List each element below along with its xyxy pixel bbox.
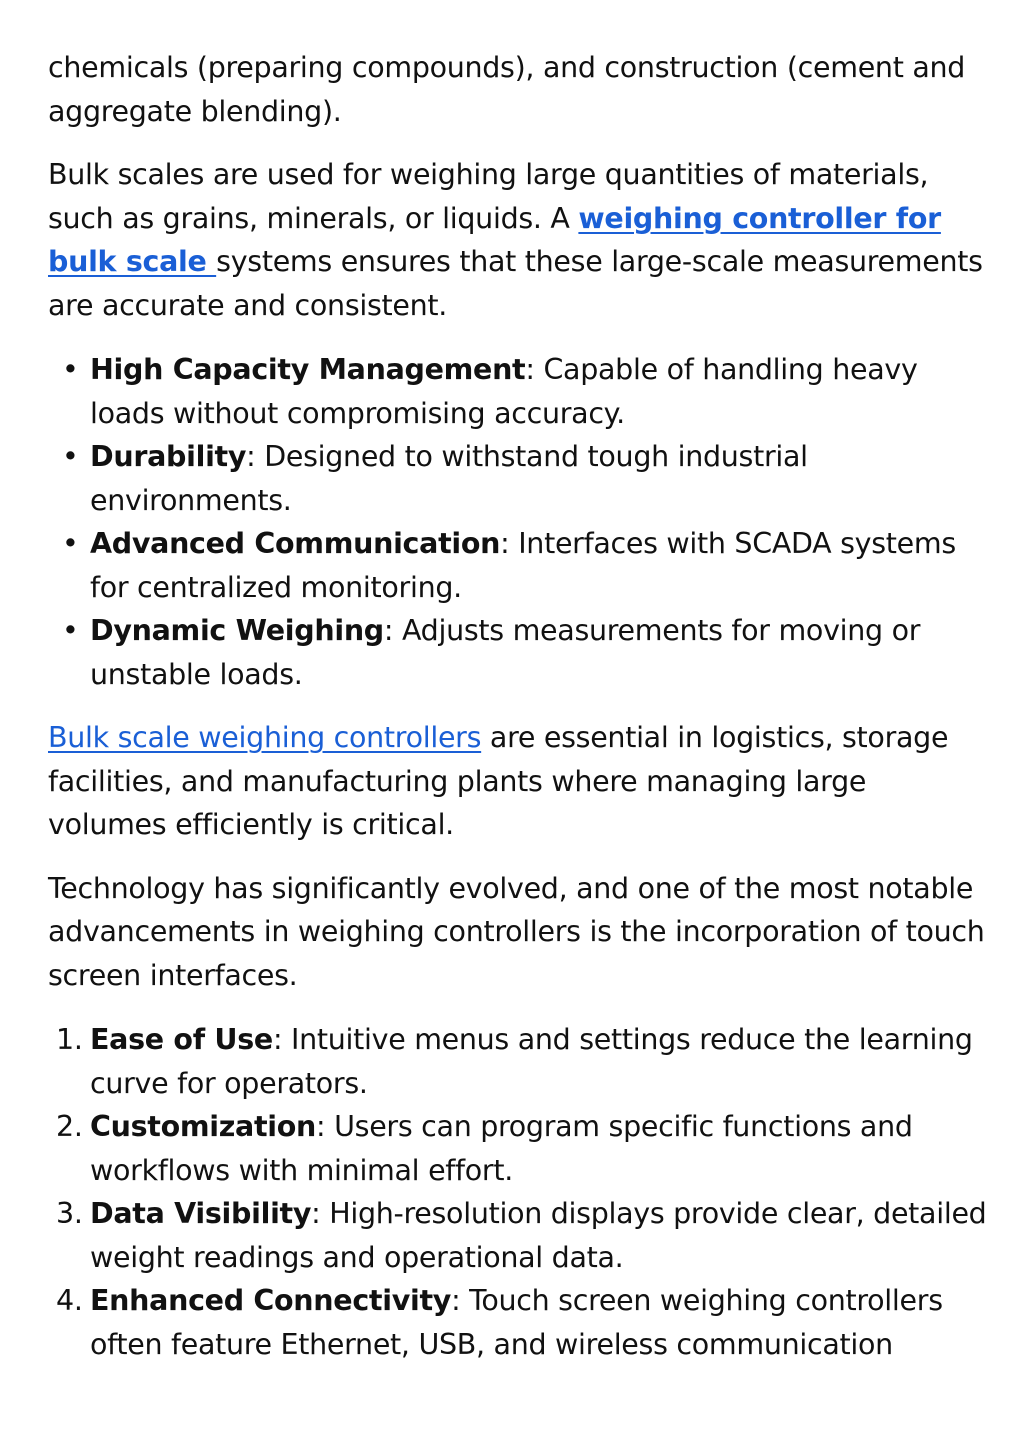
- list-item-desc: : Interfaces with SCADA systems for centralized monitoring.: [90, 527, 956, 604]
- list-item: [48, 1018, 988, 1105]
- list-item-term: High Capacity Management: [90, 353, 526, 386]
- list-item: [48, 522, 988, 609]
- list-item-term: Ease of Use: [90, 1023, 273, 1056]
- list-item-term: Enhanced Connectivity: [90, 1284, 452, 1317]
- bullet-marker: •: [62, 527, 79, 560]
- list-item-term: Customization: [90, 1110, 317, 1143]
- bulk-text-before: Bulk scales are used for weighing large quantities of materials, such as grains, minerals, or liquids. A: [48, 158, 929, 235]
- list-item: [48, 1192, 988, 1279]
- bullet-marker: •: [62, 440, 79, 473]
- technology-paragraph: Technology has significantly evolved, and one of the most notable advancements in weighing controllers is the incorporation of touch screen interfaces.: [48, 871, 985, 992]
- list-item: [48, 1279, 988, 1366]
- list-item-desc: : High-resolution displays provide clear, detailed weight readings and operational data.: [90, 1197, 987, 1274]
- list-item-desc: : Intuitive menus and settings reduce the learning curve for operators.: [90, 1023, 973, 1100]
- bulk-text-after: systems ensures that these large-scale measurements are accurate and consistent.: [48, 245, 983, 322]
- list-item-term: Durability: [90, 440, 247, 473]
- bulk-scales-paragraph: [48, 153, 988, 327]
- list-item-term: Data Visibility: [90, 1197, 312, 1230]
- article-body: [48, 46, 988, 1366]
- list-item-term: Advanced Communication: [90, 527, 501, 560]
- touch-screen-benefits-list: [48, 1018, 988, 1366]
- list-item-desc: : Users can program specific functions and workflows with minimal effort.: [90, 1110, 913, 1187]
- list-item: [48, 348, 988, 435]
- number-marker: 4.: [56, 1284, 83, 1317]
- bulk-scale-weighing-controllers-link[interactable]: Bulk scale weighing controllers: [48, 721, 482, 754]
- number-marker: 3.: [56, 1197, 83, 1230]
- bullet-marker: •: [62, 353, 79, 386]
- list-item-desc: : Adjusts measurements for moving or unstable loads.: [90, 614, 921, 691]
- list-item: [48, 1105, 988, 1192]
- weighing-controller-bulk-scale-link[interactable]: weighing controller for bulk scale: [48, 201, 941, 278]
- list-item: [48, 435, 988, 522]
- list-item-desc: : Capable of handling heavy loads without compromising accuracy.: [90, 353, 918, 430]
- number-marker: 1.: [56, 1023, 83, 1056]
- list-item: [48, 609, 988, 696]
- list-item-term: Dynamic Weighing: [90, 614, 384, 647]
- intro-paragraph: chemicals (preparing compounds), and construction (cement and aggregate blending).: [48, 51, 966, 128]
- list-item-desc: : Designed to withstand tough industrial environments.: [90, 440, 808, 517]
- features-bullet-list: [48, 348, 988, 696]
- list-item-desc: : Touch screen weighing controllers often feature Ethernet, USB, and wireless communication: [90, 1284, 943, 1361]
- number-marker: 2.: [56, 1110, 83, 1143]
- essential-text-after: are essential in logistics, storage facilities, and manufacturing plants where managing large volumes efficiently is critical.: [48, 721, 949, 841]
- bullet-marker: •: [62, 614, 79, 647]
- essential-paragraph: [48, 716, 988, 847]
